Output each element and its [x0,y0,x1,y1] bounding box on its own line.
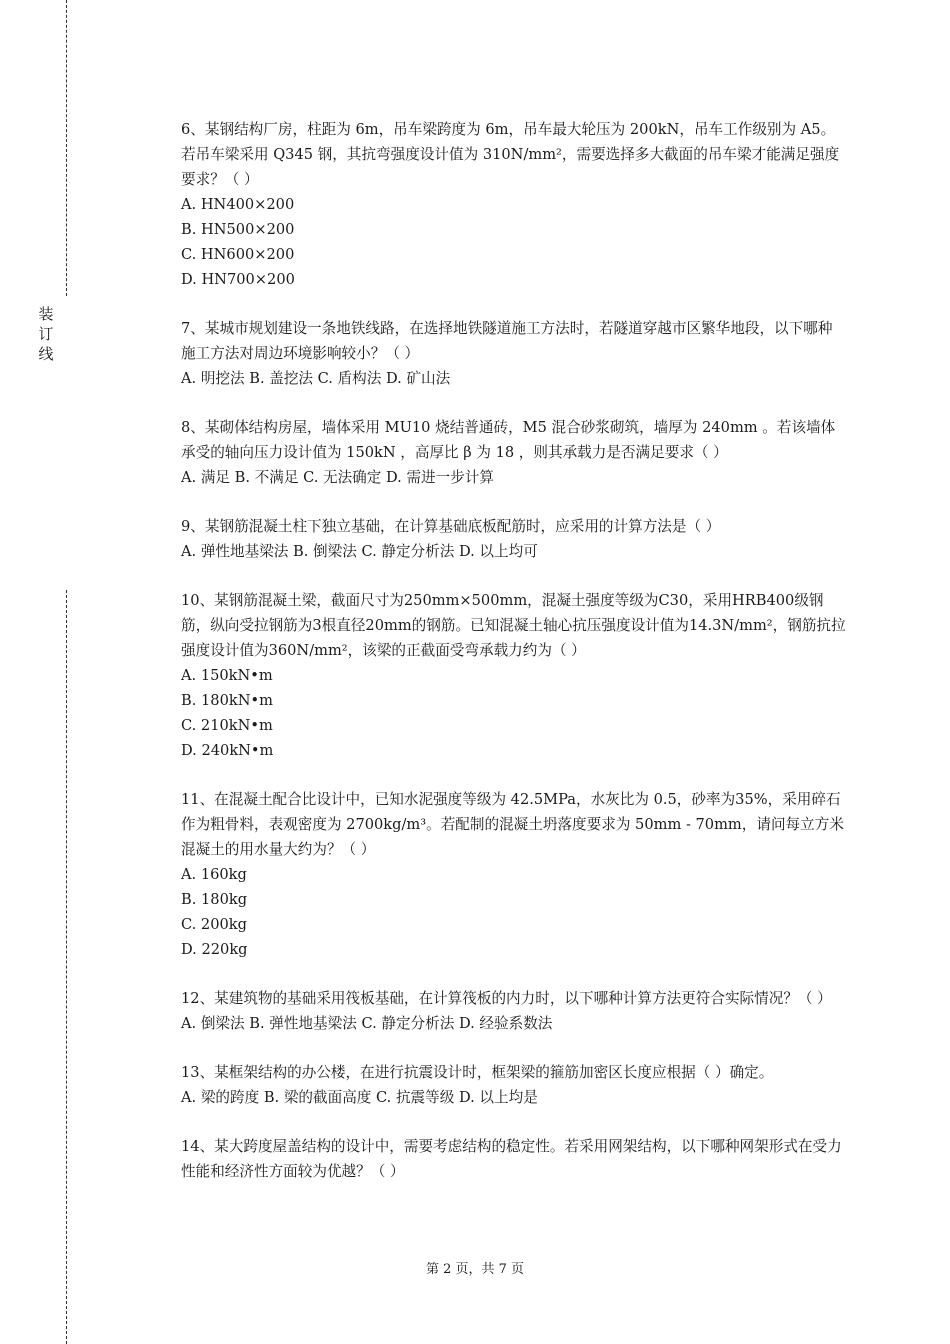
binding-line-top [66,0,67,296]
binding-char: 订 [38,325,54,343]
question-stem: 13、某框架结构的办公楼，在进行抗震设计时，框架梁的箍筋加密区长度应根据（ ）确定。 [181,1064,774,1081]
binding-char: 装 [38,305,54,323]
options-line: A. 弹性地基梁法 B. 倒梁法 C. 静定分析法 D. 以上均可 [181,543,538,560]
options-line: A. 满足 B. 不满足 C. 无法确定 D. 需进一步计算 [181,469,495,486]
page-number: 第 2 页，共 7 页 [425,1262,525,1277]
question-stem: 7、某城市规划建设一条地铁线路，在选择地铁隧道施工方法时，若隧道穿越市区繁华地段，以下哪种施工方法对周边环境影响较小？（ ） [181,320,833,362]
option-a: A. 160kg [181,866,247,883]
question-stem: 9、某钢筋混凝土柱下独立基础，在计算基础底板配筋时，应采用的计算方法是（ ） [181,518,721,535]
option-b: B. HN500×200 [181,221,295,238]
question-7 [181,316,846,391]
option-a: A. 150kN•m [181,667,273,684]
question-10 [181,588,846,763]
question-8 [181,415,846,490]
question-6 [181,117,846,292]
binding-label [36,304,56,364]
question-stem: 6、某钢结构厂房，柱距为 6m，吊车梁跨度为 6m，吊车最大轮压为 200kN，吊车工作级别为 A5。若吊车梁采用 Q345 钢，其抗弯强度设计值为 310N/mm²，需要选择多大截面的吊车梁才能满足强度要求？（ ） [181,121,840,188]
option-d: D. 240kN•m [181,742,274,759]
option-b: B. 180kN•m [181,692,273,709]
options-line: A. 梁的跨度 B. 梁的截面高度 C. 抗震等级 D. 以上均是 [181,1089,538,1106]
option-c: C. HN600×200 [181,246,295,263]
question-14 [181,1134,846,1184]
option-d: D. HN700×200 [181,271,295,288]
question-stem: 14、某大跨度屋盖结构的设计中，需要考虑结构的稳定性。若采用网架结构，以下哪种网架形式在受力性能和经济性方面较为优越？（ ） [181,1138,842,1180]
question-stem: 10、某钢筋混凝土梁，截面尺寸为250mm×500mm，混凝土强度等级为C30，采用HRB400级钢筋，纵向受拉钢筋为3根直径20mm的钢筋。已知混凝土轴心抗压强度设计值为14.3N/mm²，钢筋抗拉强度设计值为360N/mm²，该梁的正截面受弯承载力约为（ ） [181,592,846,659]
question-stem: 11、在混凝土配合比设计中，已知水泥强度等级为 42.5MPa，水灰比为 0.5，砂率为35%，采用碎石作为粗骨料，表观密度为 2700kg/m³。若配制的混凝土坍落度要求为 50mm - 70mm，请问每立方米混凝土的用水量大约为？（ ） [181,791,844,858]
question-stem: 12、某建筑物的基础采用筏板基础，在计算筏板的内力时，以下哪种计算方法更符合实际情况？（ ） [181,990,832,1007]
option-c: C. 200kg [181,916,247,933]
option-c: C. 210kN•m [181,717,273,734]
question-list [181,117,846,1208]
question-11 [181,787,846,962]
option-a: A. HN400×200 [181,196,295,213]
binding-line-bottom [66,590,67,1344]
options-line: A. 明挖法 B. 盖挖法 C. 盾构法 D. 矿山法 [181,370,451,387]
options-line: A. 倒梁法 B. 弹性地基梁法 C. 静定分析法 D. 经验系数法 [181,1015,553,1032]
question-stem: 8、某砌体结构房屋，墙体采用 MU10 烧结普通砖，M5 混合砂浆砌筑，墙厚为 240mm 。若该墙体承受的轴向压力设计值为 150kN ，高厚比 β 为 18 ，则其承载力是否满足要求（ ） [181,419,836,461]
option-b: B. 180kg [181,891,248,908]
question-13 [181,1060,846,1110]
question-12 [181,986,846,1036]
option-d: D. 220kg [181,941,248,958]
binding-char: 线 [38,345,54,363]
question-9 [181,514,846,564]
